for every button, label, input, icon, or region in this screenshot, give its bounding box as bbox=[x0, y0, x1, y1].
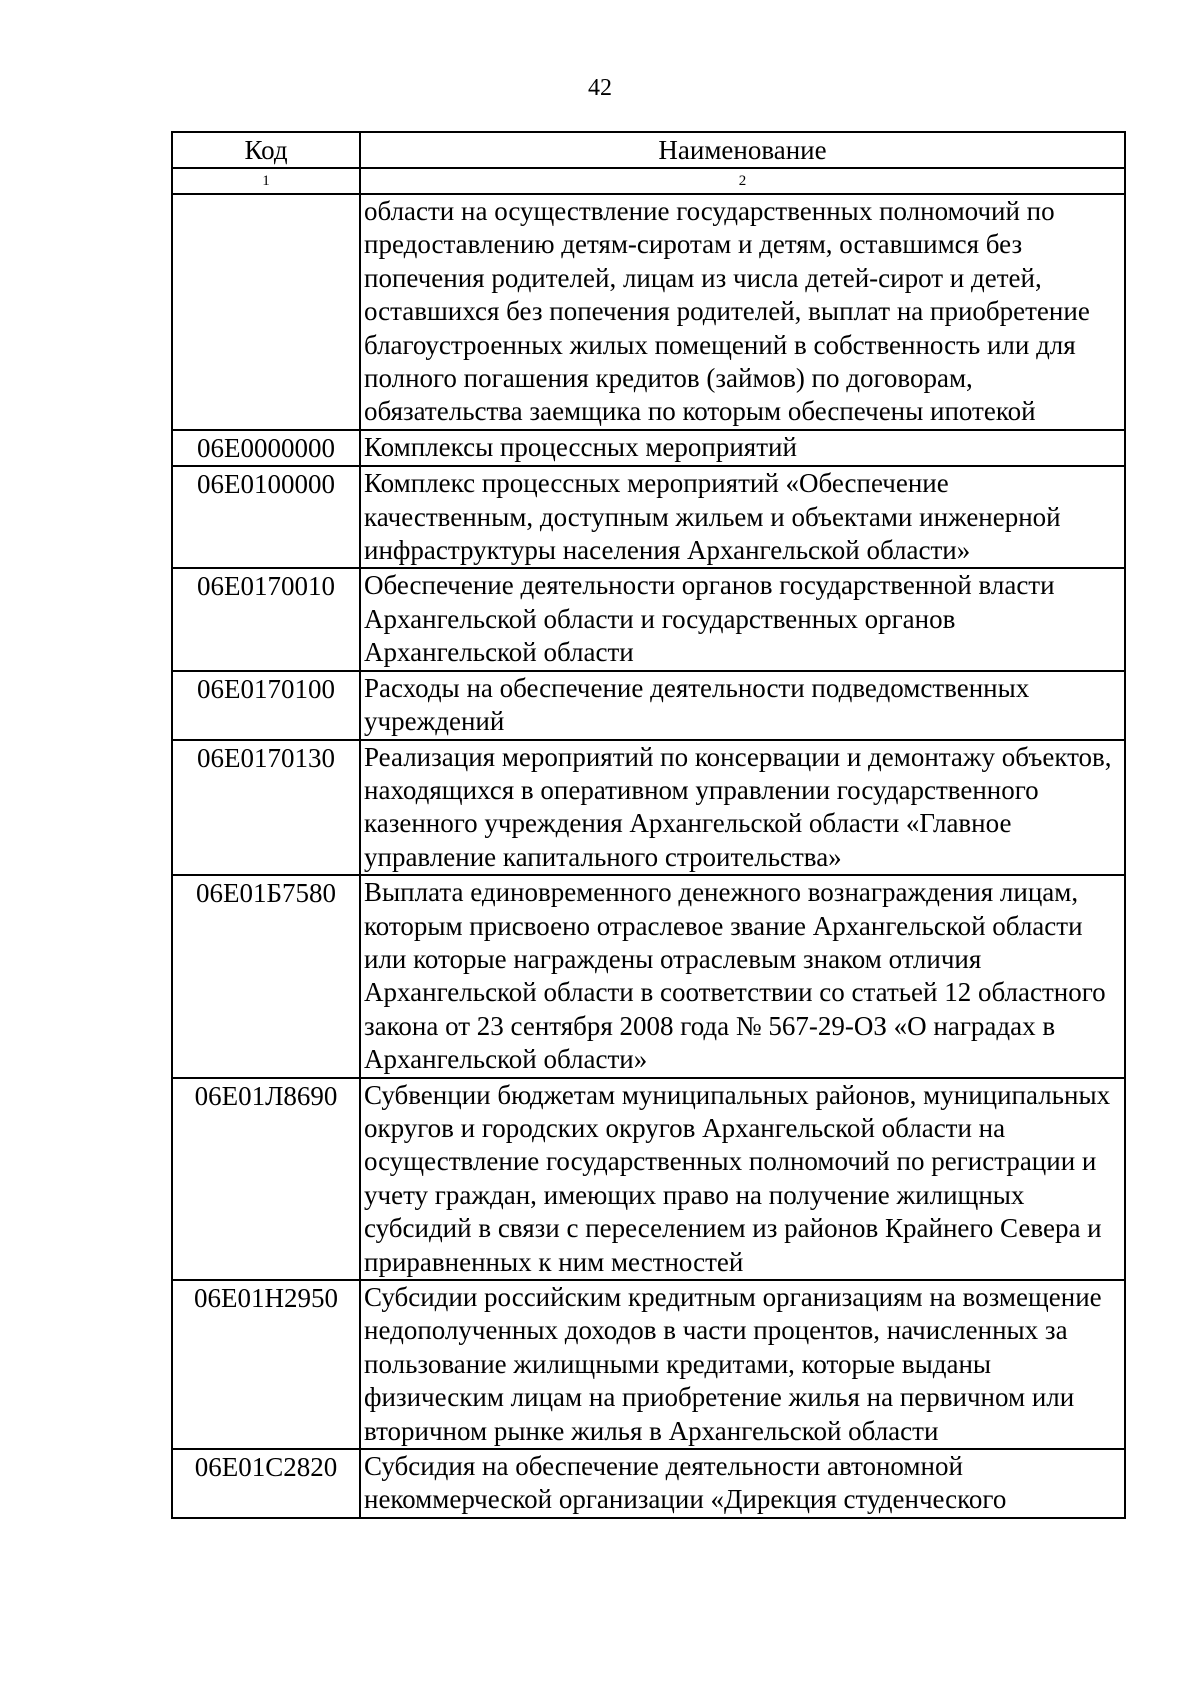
column-number-row bbox=[172, 168, 1125, 194]
row-code: 06Е0170130 bbox=[172, 740, 360, 876]
row-name: Субсидия на обеспечение деятельности автономной некоммерческой организации «Дирекция студенческого bbox=[360, 1449, 1125, 1518]
row-name: Реализация мероприятий по консервации и демонтажу объектов, находящихся в оперативном управлении государственного казенного учреждения Архангельской области «Главное управление капитального строительства» bbox=[360, 740, 1125, 876]
row-code: 06Е0170100 bbox=[172, 671, 360, 740]
table-row bbox=[172, 1449, 1125, 1518]
row-name: Выплата единовременного денежного вознаграждения лицам, которым присвоено отраслевое звание Архангельской области или которые награждены отраслевым знаком отличия Архангельской области в соответствии со статьей 12 областного закона от 23 сентября 2008 года № 567-29-ОЗ «О наградах в Архангельской области» bbox=[360, 875, 1125, 1077]
column-number-name: 2 bbox=[360, 168, 1125, 194]
page-number: 42 bbox=[588, 75, 612, 101]
table-row bbox=[172, 1280, 1125, 1449]
header-code: Код bbox=[172, 132, 360, 168]
header-row bbox=[172, 132, 1125, 168]
row-code: 06Е01Л8690 bbox=[172, 1078, 360, 1280]
row-code: 06Е0000000 bbox=[172, 430, 360, 466]
row-code: 06Е01Б7580 bbox=[172, 875, 360, 1077]
table-row bbox=[172, 194, 1125, 430]
table-row bbox=[172, 671, 1125, 740]
table-row bbox=[172, 1078, 1125, 1280]
row-name: Субсидии российским кредитным организациям на возмещение недополученных доходов в части процентов, начисленных за пользование жилищными кредитами, которые выданы физическим лицам на приобретение жилья на первичном или вторичном рынке жилья в Архангельской области bbox=[360, 1280, 1125, 1449]
row-code: 06Е0170010 bbox=[172, 568, 360, 670]
row-name: области на осуществление государственных полномочий по предоставлению детям-сиротам и детям, оставшимся без попечения родителей, лицам из числа детей-сирот и детей, оставшихся без попечения родителей, выплат на приобретение благоустроенных жилых помещений в собственность или для полного погашения кредитов (займов) по договорам, обязательства заемщика по которым обеспечены ипотекой bbox=[360, 194, 1125, 430]
row-name: Субвенции бюджетам муниципальных районов, муниципальных округов и городских округов Архангельской области на осуществление государственных полномочий по регистрации и учету граждан, имеющих право на получение жилищных субсидий в связи с переселением из районов Крайнего Севера и приравненных к ним местностей bbox=[360, 1078, 1125, 1280]
row-code bbox=[172, 194, 360, 430]
column-number-code: 1 bbox=[172, 168, 360, 194]
table-row bbox=[172, 430, 1125, 466]
table-row bbox=[172, 740, 1125, 876]
table-row bbox=[172, 466, 1125, 568]
row-name: Обеспечение деятельности органов государственной власти Архангельской области и государственных органов Архангельской области bbox=[360, 568, 1125, 670]
row-code: 06Е01Н2950 bbox=[172, 1280, 360, 1449]
table-row bbox=[172, 568, 1125, 670]
header-name: Наименование bbox=[360, 132, 1125, 168]
table-row bbox=[172, 875, 1125, 1077]
row-code: 06Е0100000 bbox=[172, 466, 360, 568]
row-name: Расходы на обеспечение деятельности подведомственных учреждений bbox=[360, 671, 1125, 740]
row-code: 06Е01С2820 bbox=[172, 1449, 360, 1518]
code-table bbox=[171, 131, 1126, 1519]
row-name: Комплексы процессных мероприятий bbox=[360, 430, 1125, 466]
row-name: Комплекс процессных мероприятий «Обеспечение качественным, доступным жильем и объектами инженерной инфраструктуры населения Архангельской области» bbox=[360, 466, 1125, 568]
